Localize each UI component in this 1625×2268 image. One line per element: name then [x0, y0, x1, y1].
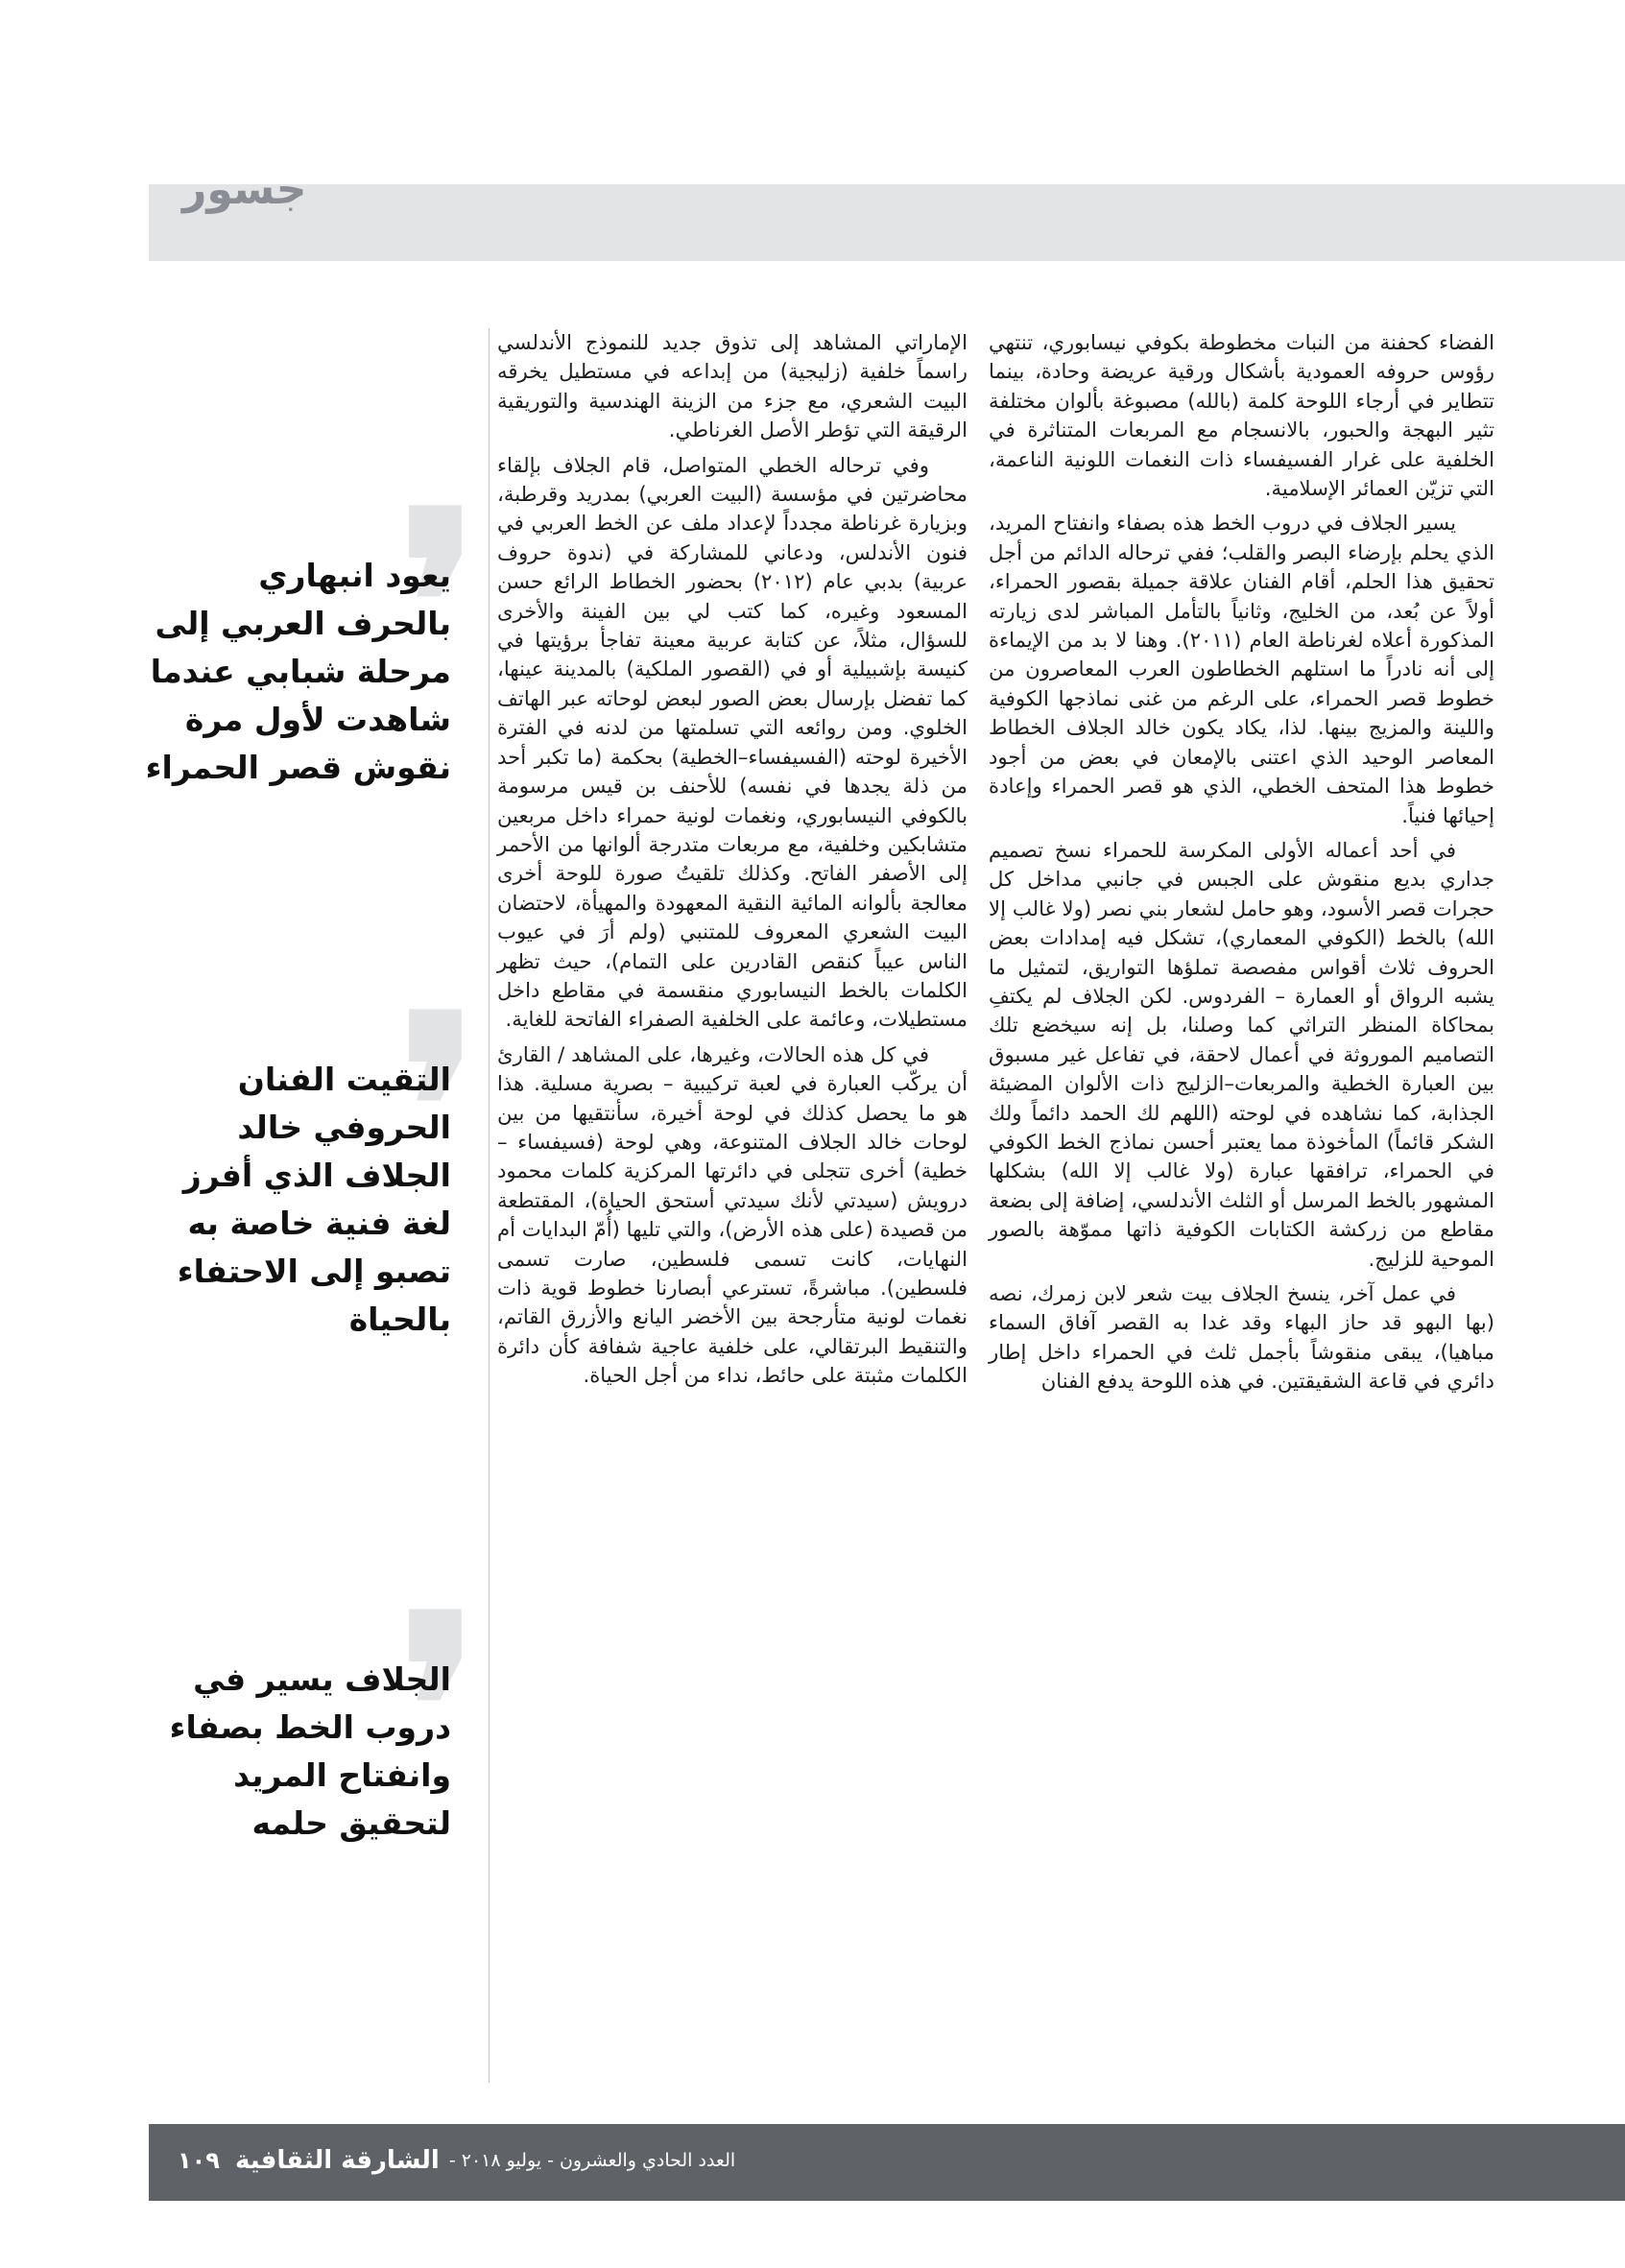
footer — [178, 2146, 735, 2175]
pull-quote: التقيت الفنان الحروفي خالد الجلاف الذي أفرز لغة فنية خاصة به تصبو إلى الاحتفاء بالحياة — [177, 1061, 451, 1338]
pull-quote: الجلاف يسير في دروب الخط بصفاء وانفتاح المريد لتحقيق حلمه — [169, 1660, 451, 1842]
article-column-middle — [497, 328, 968, 1397]
article-column-right — [989, 328, 1494, 1402]
paragraph: الفضاء كحفنة من النبات مخطوطة بكوفي نيسابوري، تنتهي رؤوس حروفه العمودية بأشكال ورقية عريضة وحادة، بينما تتطاير في أرجاء اللوحة كلمة (بالله) مصبوغة بألوان مختلفة تثير البهجة والحبور، بالانسجام مع المربعات المتناثرة في الخلفية على غرار الفسيفساء ذات النغمات اللونية الناعمة، التي تزيّن العمائر الإسلامية. — [989, 330, 1494, 501]
paragraph: في عمل آخر، ينسخ الجلاف بيت شعر لابن زمرك، نصه (بها البهو قد حاز البهاء وقد غدا به القصر آفاق السماء مباهيا)، يبقى منقوشاً بأجمل ثلث في الحمراء داخل إطار دائري في قاعة الشقيقتين. في هذه اللوحة يدفع الفنان — [989, 1281, 1494, 1394]
paragraph: في أحد أعماله الأولى المكرسة للحمراء نسخ تصميم جداري بديع منقوش على الجبس في جانبي مداخل كل حجرات قصر الأسود، وهو حامل لشعار بني نصر (ولا غالب إلا الله) بالخط (الكوفي المعماري)، تشكل فيه إمدادات بعض الحروف ثلاث أقواس مفصصة تملؤها التواريق، لتمثيل ما يشبه الرواق أو العمارة – الفردوس. لكن الجلاف لم يكتفِ بمحاكاة المنظر التراثي كما وصلنا، بل إنه سيخضع تلك التصاميم الموروثة في أعمال لاحقة، في تفاعل غير مسبوق بين العبارة الخطية والمربعات–الزليج ذات الألوان المضيئة الجذابة، كما نشاهده في لوحته (اللهم لك الحمد دائماً ولك الشكر قائماً) المأخوذة مما يعتبر أحسن نماذج الخط الكوفي في الحمراء، ترافقها عبارة (ولا غالب إلا الله) بشكلها المشهور بالخط المرسل أو الثلث الأندلسي، إضافة إلى بضعة مقاطع من زركشة الكتابات الكوفية ذاتها مموّهة بالصور الموحية للزليج. — [989, 837, 1494, 1271]
quote-mark-icon: ❜ — [398, 962, 479, 1254]
section-title: جسور — [182, 165, 307, 214]
paragraph: يسير الجلاف في دروب الخط هذه بصفاء وانفتاح المريد، الذي يحلم بإرضاء البصر والقلب؛ ففي ترحاله الدائم من أجل تحقيق هذا الحلم، أقام الفنان علاقة جميلة بقصور الحمراء، أولاً عن بُعد، من الخليج، وثانياً بالتأمل المباشر لدى زيارته المذكورة أعلاه لغرناطة العام (٢٠١١). وهنا لا بد من الإيماءة إلى أنه نادراً ما استلهم الخطاطون العرب المعاصرون من خطوط قصر الحمراء، على الرغم من غنى نماذجها الكوفية واللينة والمزيج بينها. لذا، يكاد يكون خالد الجلاف الخطاط المعاصر الوحيد الذي اعتنى بالإمعان في بعض من أجود خطوط هذا المتحف الخطي، الذي هو قصر الحمراء وإعادة إحيائها فنياً. — [989, 511, 1494, 827]
paragraph: وفي ترحاله الخطي المتواصل، قام الجلاف بإلقاء محاضرتين في مؤسسة (البيت العربي) بمدريد وقرطبة، وبزيارة غرناطة مجدداً لإعداد ملف عن الخط العربي في فنون الأندلس، ودعاني للمشاركة في (ندوة حروف عربية) بدبي عام (٢٠١٢) بحضور الخطاط الرائع حسن المسعود وغيره، كما كتب لي بين الفينة والأخرى للسؤال، مثلاً، عن كتابة عربية معينة تفاجأ برؤيتها في كنيسة بإشبيلية أو في (القصور الملكية) بالمدينة عينها، كما تفضل بإرسال بعض الصور لبعض لوحاته عبر الهاتف الخلوي. ومن روائعه التي تسلمتها من لدنه في الفترة الأخيرة لوحته (الفسيفساء–الخطية) بحكمة (ما تكبر أحد من ذلة يجدها في نفسه) للأحنف بن قيس مرسومة بالكوفي النيسابوري، ونغمات لونية حمراء داخل مربعين متشابكين وخلفية، مع مربعات متدرجة ألوانها من الأحمر إلى الأصفر الفاتح. وكذلك تلقيتُ صورة للوحة أخرى معالجة بألوانه المائية النقية المعهودة والمهيأة، لاحتضان البيت الشعري المعروف للمتنبي (ولم أرَ في عيوب الناس عيباً كنقص القادرين على التمام)، حيث تظهر الكلمات بالخط النيسابوري منقسمة في مقاطع داخل مستطيلات، وعائمة على الخلفية الصفراء الفاتحة للغاية. — [497, 452, 968, 1032]
quote-mark-icon: ❜ — [398, 458, 479, 751]
column-divider — [489, 328, 490, 2083]
magazine-logo: الشارقة الثقافية — [234, 2146, 440, 2175]
issue-info: العدد الحادي والعشرون - يوليو ٢٠١٨ - — [448, 2150, 736, 2171]
page-number: ١٠٩ — [178, 2147, 220, 2174]
quote-mark-icon: ❜ — [398, 1562, 479, 1854]
paragraph: في كل هذه الحالات، وغيرها، على المشاهد / القارئ أن يركّب العبارة في لعبة تركيبية – بصرية مسلية. هذا هو ما يحصل كذلك في لوحة أخيرة، سأنتقيها من بين لوحات خالد الجلاف المتنوعة، وهي لوحة (فسيفساء – خطية) أخرى تتجلى في دائرتها المركزية كلمات محمود درويش (سيدتي لأنك سيدتي أستحق الحياة)، المقتطعة من قصيدة (على هذه الأرض)، والتي تليها (أُمّ البدايات أم النهايات، كانت تسمى فلسطين، صارت تسمى فلسطين). مباشرةً، تسترعي أبصارنا خطوط قوية ذات نغمات لونية متأرجحة بين الأخضر اليانع والأزرق القاتم، والتنقيط البرتقالي، على خلفية عاجية شفافة كأن دائرة الكلمات مثبتة على حائط، نداء من أجل الحياة. — [497, 1041, 968, 1388]
header-band — [149, 184, 1625, 261]
pull-quote: يعود انبهاري بالحرف العربي إلى مرحلة شبابي عندما شاهدت لأول مرة نقوش قصر الحمراء — [145, 557, 451, 786]
paragraph: الإماراتي المشاهد إلى تذوق جديد للنموذج الأندلسي راسماً خلفية (زليجية) من إبداعه في مستطيل يخرقه البيت الشعري، مع جزء من الزينة الهندسية والتوريقية الرقيقة التي تؤطر الأصل الغرناطي. — [497, 330, 968, 442]
